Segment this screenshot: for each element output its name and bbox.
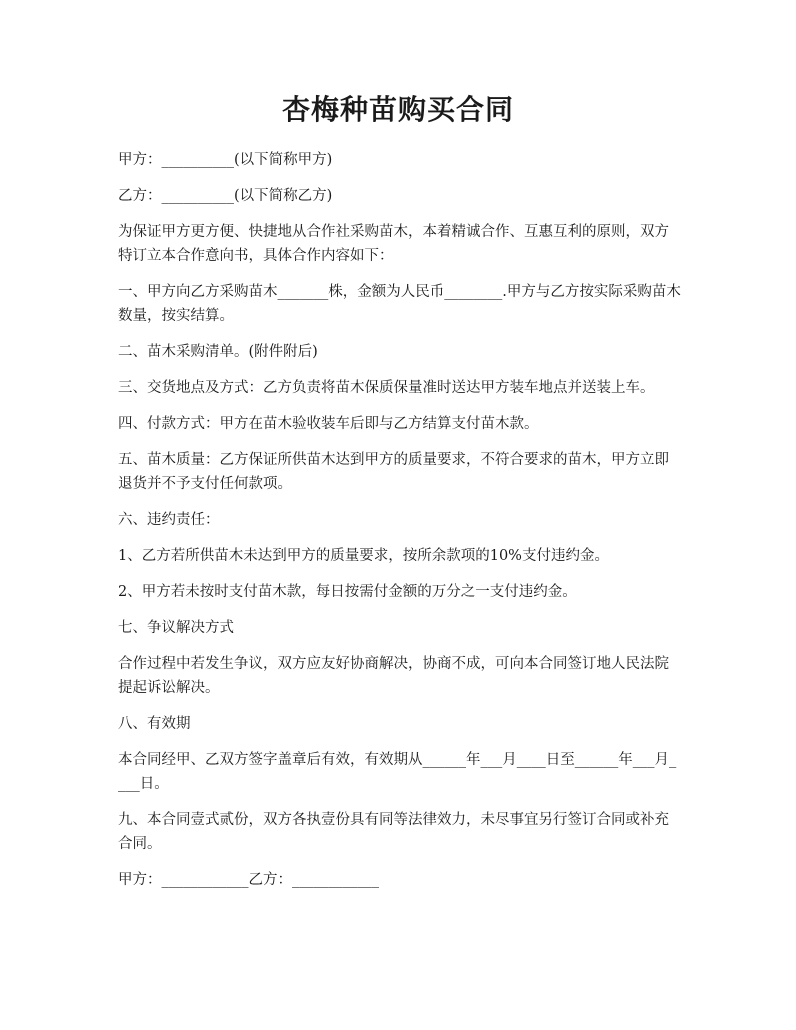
clause-3: 三、交货地点及方式：乙方负责将苗木保质保量准时送达甲方装车地点并送装上车。	[118, 380, 655, 396]
clause-5: 五、苗木质量：乙方保证所供苗木达到甲方的质量要求，不符合要求的苗木，甲方立即退货并不予支付任何款项。	[118, 452, 669, 492]
party-b-line: 乙方：__________(以下简称乙方)	[118, 188, 333, 204]
clause-6-heading: 六、违约责任：	[118, 512, 220, 528]
clause-6-item-2: 2、甲方若未按时支付苗木款，每日按需付金额的万分之一支付违约金。	[118, 584, 577, 600]
clause-4: 四、付款方式：甲方在苗木验收装车后即与乙方结算支付苗木款。	[118, 416, 539, 432]
clause-8-body: 本合同经甲、乙双方签字盖章后有效，有效期从______年___月____日至______年___月____日。	[118, 752, 677, 792]
clause-6-item-1: 1、乙方若所供苗木未达到甲方的质量要求，按所余款项的10%支付违约金。	[118, 548, 609, 564]
clause-7-body: 合作过程中若发生争议，双方应友好协商解决，协商不成，可向本合同签订地人民法院提起诉讼解决。	[118, 656, 669, 696]
party-a-line: 甲方：__________(以下简称甲方)	[118, 152, 333, 168]
clause-7-heading: 七、争议解决方式	[118, 620, 234, 636]
clause-2: 二、苗木采购清单。(附件附后)	[118, 344, 318, 360]
document-title: 杏梅种苗购买合同	[281, 93, 514, 126]
signature-line: 甲方：____________乙方：____________	[118, 872, 379, 888]
clause-9: 九、本合同壹式贰份，双方各执壹份具有同等法律效力，未尽事宜另行签订合同或补充合同。	[118, 812, 669, 852]
intro-paragraph: 为保证甲方更方便、快捷地从合作社采购苗木，本着精诚合作、互惠互利的原则，双方特订立本合作意向书，具体合作内容如下：	[118, 224, 669, 264]
document-body	[118, 148, 683, 904]
clause-8-heading: 八、有效期	[118, 716, 191, 732]
clause-1: 一、甲方向乙方采购苗木_______株，金额为人民币________.甲方与乙方按实际采购苗木数量，按实结算。	[118, 284, 681, 324]
